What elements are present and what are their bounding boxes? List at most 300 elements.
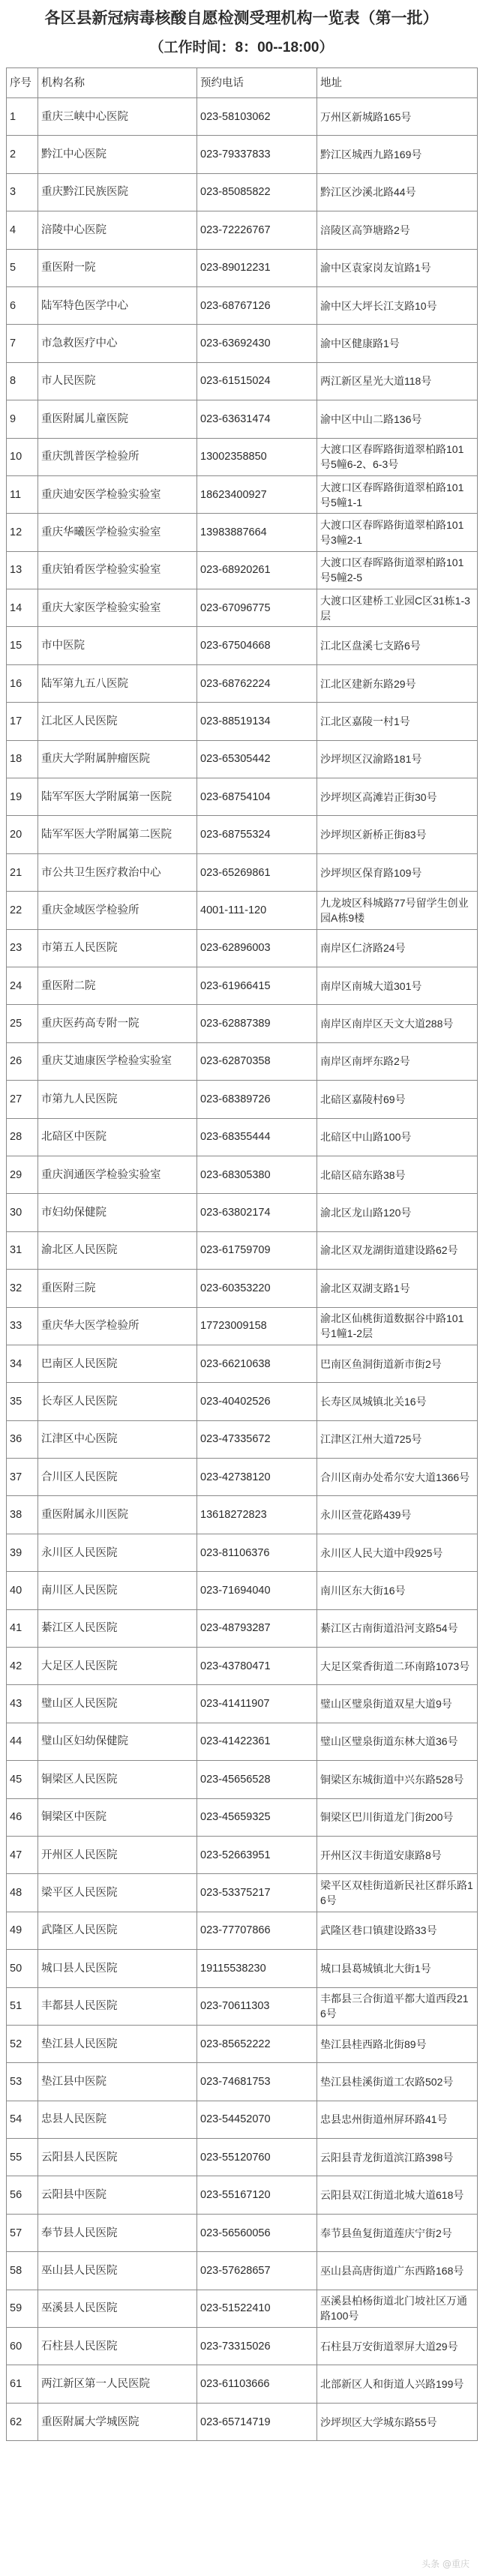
appointment-phone-cell: 023-65714719 [197,2403,317,2440]
institution-name-cell: 陆军军医大学附属第二医院 [38,816,197,853]
address-cell: 渝中区健康路1号 [317,325,478,362]
institution-name-cell: 重医附属大学城医院 [38,2403,197,2440]
table-row [7,703,478,740]
address-cell: 沙坪坝区保育路109号 [317,853,478,891]
appointment-phone-cell: 023-68767126 [197,286,317,324]
row-number-cell: 14 [7,589,38,627]
appointment-phone-cell: 023-88519134 [197,703,317,740]
row-number-cell: 38 [7,1496,38,1534]
table-row [7,778,478,816]
row-number-cell: 6 [7,286,38,324]
address-cell: 渝中区袁家岗友谊路1号 [317,249,478,286]
table-row [7,2214,478,2251]
appointment-phone-cell: 023-77707866 [197,1912,317,1949]
table-row [7,1270,478,1307]
appointment-phone-cell: 023-42738120 [197,1459,317,1496]
appointment-phone-cell: 023-81106376 [197,1534,317,1571]
appointment-phone-cell: 023-55120760 [197,2139,317,2176]
appointment-phone-cell: 023-68355444 [197,1118,317,1156]
column-header-number: 序号 [7,68,38,98]
row-number-cell: 18 [7,740,38,778]
appointment-phone-cell: 023-68305380 [197,1156,317,1193]
institution-name-cell: 璧山区妇幼保健院 [38,1723,197,1760]
address-cell: 黔江区城西九路169号 [317,136,478,173]
appointment-phone-cell: 023-61515024 [197,362,317,400]
address-cell: 长寿区凤城镇北关16号 [317,1383,478,1420]
institution-name-cell: 重庆迪安医学检验实验室 [38,475,197,513]
address-cell: 江北区嘉陵一村1号 [317,703,478,740]
institution-name-cell: 云阳县人民医院 [38,2139,197,2176]
institution-name-cell: 城口县人民医院 [38,1950,197,1987]
row-number-cell: 52 [7,2025,38,2062]
appointment-phone-cell: 023-79337833 [197,136,317,173]
table-row [7,325,478,362]
row-number-cell: 26 [7,1042,38,1080]
address-cell: 大足区棠香街道二环南路1073号 [317,1648,478,1685]
source-watermark: 头条 @重庆 [422,2559,470,2569]
column-header-address: 地址 [317,68,478,98]
appointment-phone-cell: 023-68920261 [197,551,317,589]
appointment-phone-cell: 18623400927 [197,475,317,513]
table-row [7,1118,478,1156]
address-cell: 北碚区中山路100号 [317,1118,478,1156]
address-cell: 武隆区巷口镇建设路33号 [317,1912,478,1949]
address-cell: 云阳县青龙街道滨江路398号 [317,2139,478,2176]
table-row [7,211,478,249]
table-row [7,1420,478,1458]
institution-name-cell: 重医附二院 [38,967,197,1004]
table-row [7,136,478,173]
table-header-row [7,68,478,98]
row-number-cell: 39 [7,1534,38,1571]
table-row [7,1723,478,1760]
table-row [7,1307,478,1345]
institution-name-cell: 市第九人民医院 [38,1081,197,1118]
address-cell: 丰都县三合街道平都大道西段216号 [317,1987,478,2025]
table-row [7,1005,478,1042]
row-number-cell: 21 [7,853,38,891]
address-cell: 沙坪坝区高滩岩正街30号 [317,778,478,816]
institution-name-cell: 重医附属永川医院 [38,1496,197,1534]
address-cell: 璧山区璧泉街道双星大道9号 [317,1685,478,1723]
institution-name-cell: 涪陵中心医院 [38,211,197,249]
appointment-phone-cell: 023-41411907 [197,1685,317,1723]
institution-name-cell: 巴南区人民医院 [38,1345,197,1382]
document-title: 各区县新冠病毒核酸自愿检测受理机构一览表（第一批） [44,10,439,27]
appointment-phone-cell: 023-61759709 [197,1231,317,1269]
table-row [7,1950,478,1987]
row-number-cell: 51 [7,1987,38,2025]
appointment-phone-cell: 023-67096775 [197,589,317,627]
appointment-phone-cell: 023-47335672 [197,1420,317,1458]
row-number-cell: 35 [7,1383,38,1420]
address-cell: 铜梁区巴川街道龙门街200号 [317,1798,478,1836]
address-cell: 垫江县桂西路北街89号 [317,2025,478,2062]
address-cell: 永川区萱花路439号 [317,1496,478,1534]
address-cell: 沙坪坝区新桥正街83号 [317,816,478,853]
institution-name-cell: 重庆三峡中心医院 [38,98,197,136]
table-body [7,98,478,2441]
appointment-phone-cell: 023-57628657 [197,2252,317,2290]
table-row [7,2365,478,2403]
table-row [7,2025,478,2062]
institution-name-cell: 重庆华大医学检验所 [38,1307,197,1345]
appointment-phone-cell: 023-60353220 [197,1270,317,1307]
row-number-cell: 22 [7,892,38,929]
address-cell: 北部新区人和街道人兴路199号 [317,2365,478,2403]
institution-name-cell: 綦江区人民医院 [38,1609,197,1647]
institution-name-cell: 丰都县人民医院 [38,1987,197,2025]
row-number-cell: 57 [7,2214,38,2251]
institution-name-cell: 重庆润通医学检验实验室 [38,1156,197,1193]
row-number-cell: 17 [7,703,38,740]
table-row [7,967,478,1004]
institution-name-cell: 合川区人民医院 [38,1459,197,1496]
appointment-phone-cell: 023-54452070 [197,2101,317,2138]
address-cell: 大渡口区春晖路街道翠柏路101号5幢6-2、6-3号 [317,438,478,475]
address-cell: 渝北区仙桃街道数据谷中路101号1幢1-2层 [317,1307,478,1345]
institution-name-cell: 重庆大学附属肿瘤医院 [38,740,197,778]
appointment-phone-cell: 023-74681753 [197,2063,317,2101]
appointment-phone-cell: 023-89012231 [197,249,317,286]
row-number-cell: 10 [7,438,38,475]
address-cell: 江津区江州大道725号 [317,1420,478,1458]
table-row [7,1572,478,1609]
appointment-phone-cell: 4001-111-120 [197,892,317,929]
row-number-cell: 36 [7,1420,38,1458]
table-row [7,514,478,551]
table-row [7,1081,478,1118]
row-number-cell: 43 [7,1685,38,1723]
row-number-cell: 60 [7,2328,38,2365]
institution-name-cell: 梁平区人民医院 [38,1874,197,1912]
row-number-cell: 29 [7,1156,38,1193]
appointment-phone-cell: 023-40402526 [197,1383,317,1420]
row-number-cell: 20 [7,816,38,853]
address-cell: 璧山区璧泉街道东林大道36号 [317,1723,478,1760]
address-cell: 綦江区古南街道沿河支路54号 [317,1609,478,1647]
row-number-cell: 61 [7,2365,38,2403]
address-cell: 大渡口区建桥工业园C区31栋1-3层 [317,589,478,627]
testing-institutions-table [6,67,478,2441]
appointment-phone-cell: 023-68389726 [197,1081,317,1118]
institution-name-cell: 奉节县人民医院 [38,2214,197,2251]
table-row [7,2139,478,2176]
row-number-cell: 47 [7,1836,38,1873]
address-cell: 铜梁区东城街道中兴东路528号 [317,1761,478,1798]
institution-name-cell: 巫溪县人民医院 [38,2290,197,2327]
appointment-phone-cell: 023-51522410 [197,2290,317,2327]
row-number-cell: 59 [7,2290,38,2327]
institution-name-cell: 长寿区人民医院 [38,1383,197,1420]
institution-name-cell: 重庆黔江民族医院 [38,173,197,211]
table-row [7,98,478,136]
table-row [7,475,478,513]
table-row [7,929,478,967]
appointment-phone-cell: 023-53375217 [197,1874,317,1912]
table-row [7,1496,478,1534]
table-row [7,1383,478,1420]
appointment-phone-cell: 023-67504668 [197,627,317,664]
address-cell: 忠县忠州街道州屏环路41号 [317,2101,478,2138]
table-row [7,589,478,627]
address-cell: 石柱县万安街道翠屏大道29号 [317,2328,478,2365]
table-row [7,1874,478,1912]
address-cell: 南岸区南坪东路2号 [317,1042,478,1080]
institution-name-cell: 重庆艾迪康医学检验实验室 [38,1042,197,1080]
table-row [7,1912,478,1949]
institution-name-cell: 江北区人民医院 [38,703,197,740]
address-cell: 合川区南办处希尔安大道1366号 [317,1459,478,1496]
institution-name-cell: 重医附一院 [38,249,197,286]
appointment-phone-cell: 023-62870358 [197,1042,317,1080]
institution-name-cell: 市中医院 [38,627,197,664]
appointment-phone-cell: 023-62896003 [197,929,317,967]
institution-name-cell: 黔江中心医院 [38,136,197,173]
address-cell: 巫溪县柏杨街道北门坡社区万通路100号 [317,2290,478,2327]
table-row [7,438,478,475]
appointment-phone-cell: 023-65269861 [197,853,317,891]
address-cell: 沙坪坝区大学城东路55号 [317,2403,478,2440]
row-number-cell: 15 [7,627,38,664]
address-cell: 江北区盘溪七支路6号 [317,627,478,664]
column-header-phone: 预约电话 [197,68,317,98]
institution-name-cell: 南川区人民医院 [38,1572,197,1609]
row-number-cell: 50 [7,1950,38,1987]
table-row [7,740,478,778]
institution-name-cell: 重庆凯普医学检验所 [38,438,197,475]
table-row [7,173,478,211]
row-number-cell: 12 [7,514,38,551]
table-row [7,1648,478,1685]
table-row [7,286,478,324]
address-cell: 渝中区大坪长江支路10号 [317,286,478,324]
row-number-cell: 3 [7,173,38,211]
row-number-cell: 58 [7,2252,38,2290]
appointment-phone-cell: 023-45656528 [197,1761,317,1798]
institution-name-cell: 铜梁区中医院 [38,1798,197,1836]
table-row [7,2328,478,2365]
row-number-cell: 7 [7,325,38,362]
table-row [7,1609,478,1647]
appointment-phone-cell: 023-73315026 [197,2328,317,2365]
row-number-cell: 23 [7,929,38,967]
appointment-phone-cell: 023-63802174 [197,1194,317,1231]
table-row [7,1194,478,1231]
row-number-cell: 9 [7,400,38,438]
row-number-cell: 2 [7,136,38,173]
address-cell: 渝北区双湖支路1号 [317,1270,478,1307]
table-row [7,1534,478,1571]
address-cell: 南岸区仁济路24号 [317,929,478,967]
address-cell: 南岸区南城大道301号 [317,967,478,1004]
row-number-cell: 25 [7,1005,38,1042]
institution-name-cell: 巫山县人民医院 [38,2252,197,2290]
institution-name-cell: 市第五人民医院 [38,929,197,967]
address-cell: 梁平区双桂街道新民社区群乐路16号 [317,1874,478,1912]
appointment-phone-cell: 023-65305442 [197,740,317,778]
address-cell: 垫江县桂溪街道工农路502号 [317,2063,478,2101]
appointment-phone-cell: 023-56560056 [197,2214,317,2251]
appointment-phone-cell: 023-62887389 [197,1005,317,1042]
row-number-cell: 34 [7,1345,38,1382]
row-number-cell: 37 [7,1459,38,1496]
address-cell: 巫山县高唐街道广东西路168号 [317,2252,478,2290]
row-number-cell: 28 [7,1118,38,1156]
row-number-cell: 55 [7,2139,38,2176]
row-number-cell: 44 [7,1723,38,1760]
appointment-phone-cell: 023-58103062 [197,98,317,136]
row-number-cell: 48 [7,1874,38,1912]
appointment-phone-cell: 023-70611303 [197,1987,317,2025]
row-number-cell: 49 [7,1912,38,1949]
table-row [7,2101,478,2138]
address-cell: 大渡口区春晖路街道翠柏路101号5幢2-5 [317,551,478,589]
appointment-phone-cell: 023-55167120 [197,2176,317,2214]
table-row [7,1042,478,1080]
address-cell: 涪陵区高笋塘路2号 [317,211,478,249]
address-cell: 渝北区龙山路120号 [317,1194,478,1231]
row-number-cell: 24 [7,967,38,1004]
table-row [7,853,478,891]
appointment-phone-cell: 023-66210638 [197,1345,317,1382]
row-number-cell: 16 [7,664,38,702]
appointment-phone-cell: 023-63631474 [197,400,317,438]
table-row [7,2403,478,2440]
institution-name-cell: 武隆区人民医院 [38,1912,197,1949]
table-row [7,1987,478,2025]
appointment-phone-cell: 13002358850 [197,438,317,475]
table-row [7,1685,478,1723]
row-number-cell: 62 [7,2403,38,2440]
address-cell: 永川区人民大道中段925号 [317,1534,478,1571]
institution-name-cell: 重医附属儿童医院 [38,400,197,438]
address-cell: 渝中区中山二路136号 [317,400,478,438]
appointment-phone-cell: 13983887664 [197,514,317,551]
row-number-cell: 19 [7,778,38,816]
table-row [7,627,478,664]
table-row [7,1798,478,1836]
institution-name-cell: 市急救医疗中心 [38,325,197,362]
institution-name-cell: 璧山区人民医院 [38,1685,197,1723]
institution-name-cell: 北碚区中医院 [38,1118,197,1156]
table-row [7,664,478,702]
table-row [7,2252,478,2290]
institution-name-cell: 永川区人民医院 [38,1534,197,1571]
institution-name-cell: 重庆大家医学检验实验室 [38,589,197,627]
address-cell: 南岸区南岸区天文大道288号 [317,1005,478,1042]
row-number-cell: 27 [7,1081,38,1118]
appointment-phone-cell: 023-85085822 [197,173,317,211]
table-row [7,1345,478,1382]
table-row [7,1231,478,1269]
row-number-cell: 42 [7,1648,38,1685]
institution-name-cell: 石柱县人民医院 [38,2328,197,2365]
appointment-phone-cell: 023-48793287 [197,1609,317,1647]
address-cell: 黔江区沙溪北路44号 [317,173,478,211]
institution-name-cell: 垫江县人民医院 [38,2025,197,2062]
table-row [7,249,478,286]
row-number-cell: 1 [7,98,38,136]
institution-name-cell: 陆军第九五八医院 [38,664,197,702]
institution-name-cell: 重医附三院 [38,1270,197,1307]
institution-name-cell: 重庆金域医学检验所 [38,892,197,929]
appointment-phone-cell: 13618272823 [197,1496,317,1534]
institution-name-cell: 开州区人民医院 [38,1836,197,1873]
table-row [7,816,478,853]
address-cell: 北碚区碚东路38号 [317,1156,478,1193]
table-row [7,1761,478,1798]
address-cell: 大渡口区春晖路街道翠柏路101号5幢1-1 [317,475,478,513]
institution-name-cell: 云阳县中医院 [38,2176,197,2214]
table-row [7,1156,478,1193]
institution-name-cell: 市妇幼保健院 [38,1194,197,1231]
address-cell: 云阳县双江街道北城大道618号 [317,2176,478,2214]
address-cell: 渝北区双龙湖街道建设路62号 [317,1231,478,1269]
table-row [7,2290,478,2327]
appointment-phone-cell: 023-52663951 [197,1836,317,1873]
appointment-phone-cell: 023-63692430 [197,325,317,362]
institution-name-cell: 垫江县中医院 [38,2063,197,2101]
appointment-phone-cell: 023-72226767 [197,211,317,249]
appointment-phone-cell: 023-68762224 [197,664,317,702]
appointment-phone-cell: 023-68755324 [197,816,317,853]
table-row [7,892,478,929]
appointment-phone-cell: 023-71694040 [197,1572,317,1609]
row-number-cell: 31 [7,1231,38,1269]
institution-name-cell: 江津区中心医院 [38,1420,197,1458]
address-cell: 沙坪坝区汉渝路181号 [317,740,478,778]
table-row [7,2176,478,2214]
row-number-cell: 8 [7,362,38,400]
institution-name-cell: 忠县人民医院 [38,2101,197,2138]
table-row [7,1459,478,1496]
working-hours-subtitle: （工作时间：8：00--18:00） [149,40,334,55]
row-number-cell: 41 [7,1609,38,1647]
table-row [7,400,478,438]
row-number-cell: 32 [7,1270,38,1307]
address-cell: 南川区东大街16号 [317,1572,478,1609]
institution-name-cell: 陆军军医大学附属第一医院 [38,778,197,816]
appointment-phone-cell: 023-85652222 [197,2025,317,2062]
institution-name-cell: 铜梁区人民医院 [38,1761,197,1798]
institution-name-cell: 陆军特色医学中心 [38,286,197,324]
address-cell: 城口县葛城镇北大街1号 [317,1950,478,1987]
table-row [7,551,478,589]
address-cell: 九龙坡区科城路77号留学生创业园A栋9楼 [317,892,478,929]
column-header-institution: 机构名称 [38,68,197,98]
row-number-cell: 5 [7,249,38,286]
appointment-phone-cell: 023-68754104 [197,778,317,816]
row-number-cell: 45 [7,1761,38,1798]
table-row [7,1836,478,1873]
table-row [7,2063,478,2101]
institution-name-cell: 市公共卫生医疗救治中心 [38,853,197,891]
address-cell: 万州区新城路165号 [317,98,478,136]
row-number-cell: 30 [7,1194,38,1231]
appointment-phone-cell: 023-41422361 [197,1723,317,1760]
row-number-cell: 53 [7,2063,38,2101]
institution-name-cell: 重庆华曦医学检验实验室 [38,514,197,551]
institution-name-cell: 两江新区第一人民医院 [38,2365,197,2403]
address-cell: 江北区建新东路29号 [317,664,478,702]
address-cell: 北碚区嘉陵村69号 [317,1081,478,1118]
row-number-cell: 46 [7,1798,38,1836]
institution-name-cell: 重庆铂肴医学检验实验室 [38,551,197,589]
institution-name-cell: 渝北区人民医院 [38,1231,197,1269]
institution-name-cell: 市人民医院 [38,362,197,400]
row-number-cell: 33 [7,1307,38,1345]
